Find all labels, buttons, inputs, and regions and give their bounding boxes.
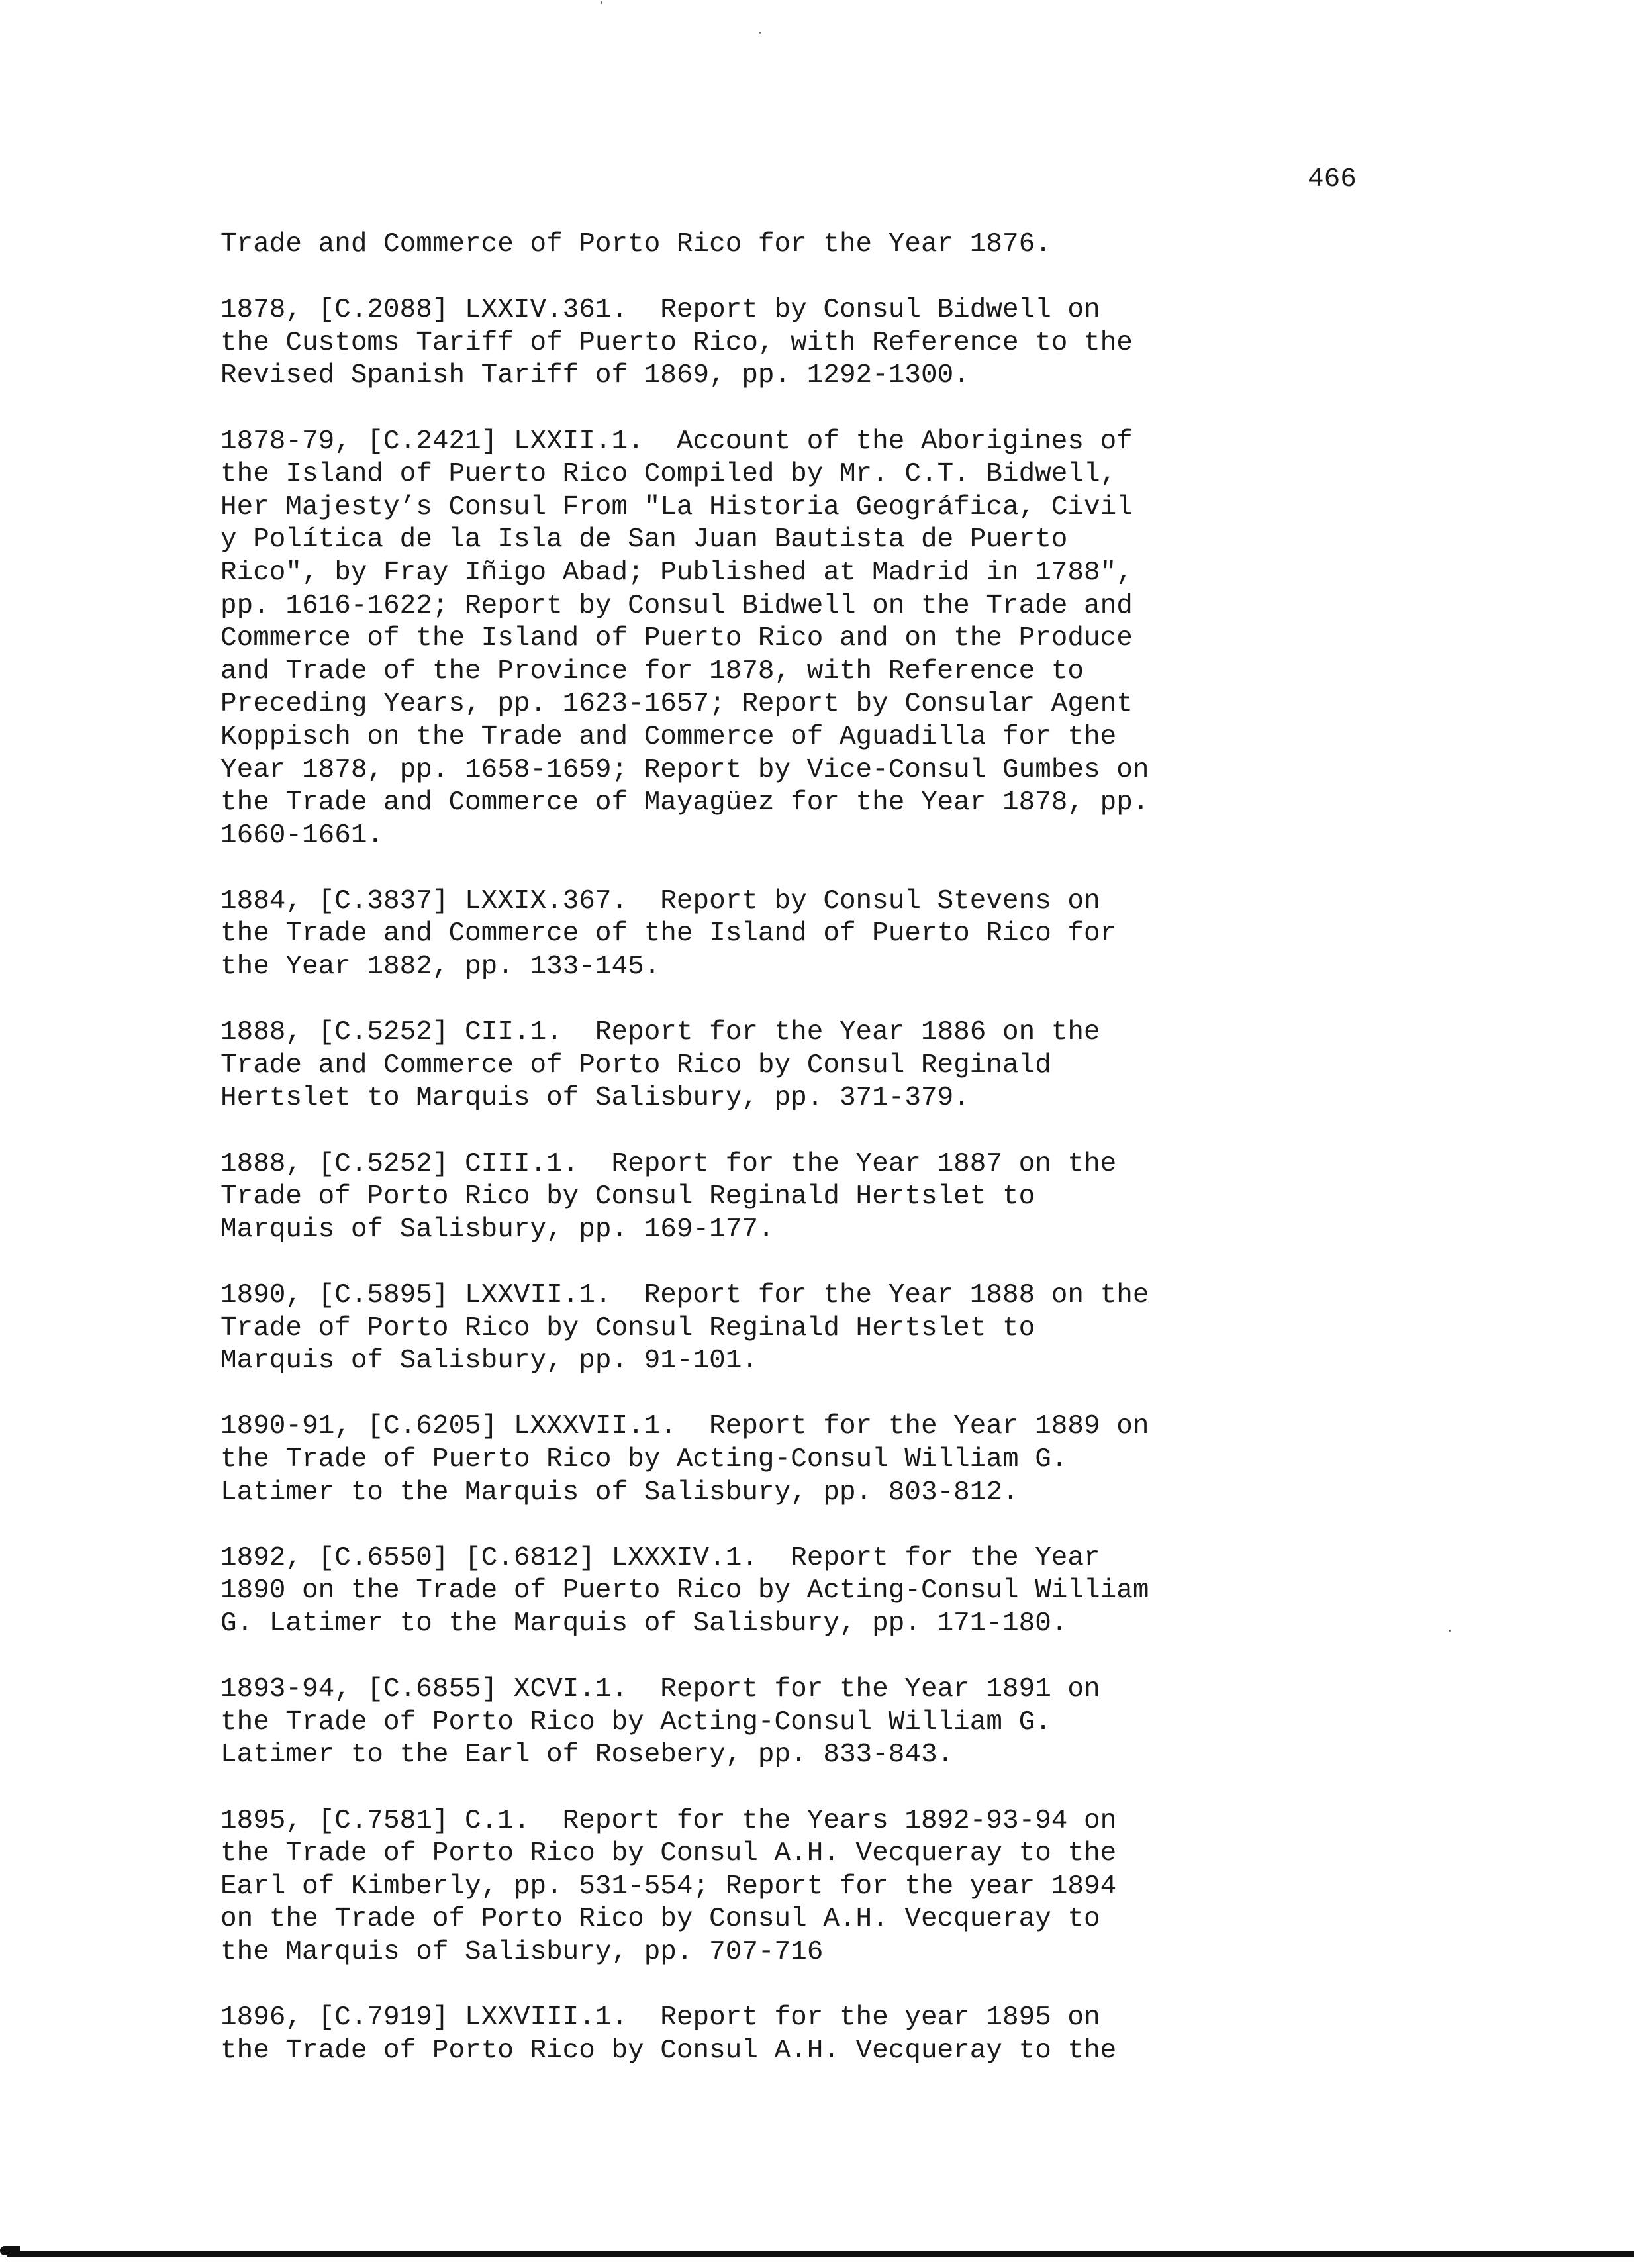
- citation-line: the Trade and Commerce of Mayagüez for the Year 1878, pp.: [220, 787, 1149, 818]
- citation-line: the Marquis of Salisbury, pp. 707-716: [220, 1936, 824, 1967]
- citation-line: Trade and Commerce of Porto Rico for the Year 1876.: [220, 229, 1051, 260]
- citation-entry: [220, 1410, 1439, 1509]
- citation-line: 1888, [C.5252] CIII.1. Report for the Year 1887 on the: [220, 1148, 1117, 1179]
- citation-line: and Trade of the Province for 1878, with Reference to: [220, 656, 1084, 687]
- citation-line: 1890-91, [C.6205] LXXXVII.1. Report for the Year 1889 on: [220, 1411, 1149, 1442]
- page-bottom-rule: [7, 2251, 1634, 2257]
- citation-line: Hertslet to Marquis of Salisbury, pp. 371-379.: [220, 1083, 970, 1114]
- citation-line: the Trade of Porto Rico by Acting-Consul William G.: [220, 1706, 1051, 1738]
- citation-line: the Trade of Porto Rico by Consul A.H. Vecqueray to the: [220, 1838, 1117, 1869]
- citation-line: Latimer to the Marquis of Salisbury, pp. 803-812.: [220, 1477, 1019, 1508]
- scan-speck: [759, 32, 761, 34]
- citation-line: Rico", by Fray Iñigo Abad; Published at Madrid in 1788",: [220, 557, 1133, 588]
- citation-line: Marquis of Salisbury, pp. 169-177.: [220, 1214, 775, 1245]
- citation-line: 1888, [C.5252] CII.1. Report for the Year 1886 on the: [220, 1017, 1100, 1048]
- citation-line: Trade of Porto Rico by Consul Reginald Hertslet to: [220, 1312, 1035, 1344]
- citation-line: G. Latimer to the Marquis of Salisbury, pp. 171-180.: [220, 1608, 1068, 1639]
- scan-speck: [1449, 1630, 1451, 1632]
- citation-line: the Year 1882, pp. 133-145.: [220, 952, 661, 983]
- citation-line: Earl of Kimberly, pp. 531-554; Report for the year 1894: [220, 1871, 1117, 1902]
- citation-entry: [220, 228, 1439, 262]
- citation-line: the Trade and Commerce of the Island of Puerto Rico for: [220, 918, 1117, 950]
- citation-line: Koppisch on the Trade and Commerce of Aguadilla for the: [220, 721, 1117, 752]
- citation-entry: [220, 1016, 1439, 1115]
- citation-line: Latimer to the Earl of Rosebery, pp. 833-843.: [220, 1740, 954, 1771]
- citation-line: 1890, [C.5895] LXXVII.1. Report for the Year 1888 on the: [220, 1280, 1149, 1310]
- citation-line: pp. 1616-1622; Report by Consul Bidwell on the Trade and: [220, 590, 1133, 621]
- citation-entry: [220, 294, 1439, 393]
- citation-line: 1890 on the Trade of Puerto Rico by Acting-Consul William: [220, 1575, 1149, 1606]
- citation-entry: [220, 1673, 1439, 1772]
- citation-line: Year 1878, pp. 1658-1659; Report by Vice-Consul Gumbes on: [220, 754, 1149, 785]
- citation-line: the Island of Puerto Rico Compiled by Mr. C.T. Bidwell,: [220, 459, 1117, 490]
- citation-line: Her Majesty’s Consul From "La Historia Geográfica, Civil: [220, 491, 1133, 522]
- citation-line: the Trade of Porto Rico by Consul A.H. Vecqueray to the: [220, 2035, 1117, 2066]
- citation-line: y Política de la Isla de San Juan Bautista de Puerto: [220, 524, 1068, 556]
- citation-entry: [220, 1148, 1439, 1247]
- citation-line: 1895, [C.7581] C.1. Report for the Years 1892-93-94 on: [220, 1805, 1117, 1836]
- citation-entry: [220, 1805, 1439, 1969]
- citation-line: on the Trade of Porto Rico by Consul A.H. Vecqueray to: [220, 1904, 1100, 1935]
- citation-line: 1884, [C.3837] LXXIX.367. Report by Consul Stevens on: [220, 885, 1100, 916]
- citation-line: the Customs Tariff of Puerto Rico, with Reference to the: [220, 327, 1133, 358]
- citation-entry: [220, 885, 1439, 984]
- citation-entry: [220, 1542, 1439, 1641]
- citation-line: 1892, [C.6550] [C.6812] LXXXIV.1. Report for the Year: [220, 1542, 1100, 1573]
- citation-line: Trade of Porto Rico by Consul Reginald Hertslet to: [220, 1181, 1035, 1212]
- citation-line: Marquis of Salisbury, pp. 91-101.: [220, 1346, 758, 1377]
- citation-entry: [220, 426, 1439, 853]
- citation-entry: [220, 1279, 1439, 1378]
- citation-entry: [220, 2002, 1439, 2067]
- citation-line: 1893-94, [C.6855] XCVI.1. Report for the Year 1891 on: [220, 1674, 1100, 1705]
- scan-speck: [601, 1, 602, 4]
- bibliography-list: [220, 228, 1439, 2100]
- citation-line: 1878, [C.2088] LXXIV.361. Report by Consul Bidwell on: [220, 295, 1100, 326]
- page-number: 466: [1308, 164, 1357, 195]
- citation-line: 1660-1661.: [220, 820, 384, 851]
- citation-line: Trade and Commerce of Porto Rico by Consul Reginald: [220, 1050, 1051, 1081]
- citation-line: Revised Spanish Tariff of 1869, pp. 1292-1300.: [220, 360, 970, 391]
- citation-line: the Trade of Puerto Rico by Acting-Consul William G.: [220, 1444, 1068, 1475]
- citation-line: Preceding Years, pp. 1623-1657; Report by Consular Agent: [220, 689, 1133, 720]
- citation-line: 1896, [C.7919] LXXVIII.1. Report for the year 1895 on: [220, 2002, 1100, 2034]
- citation-line: Commerce of the Island of Puerto Rico and on the Produce: [220, 623, 1133, 654]
- citation-line: 1878-79, [C.2421] LXXII.1. Account of the Aborigines of: [220, 426, 1133, 457]
